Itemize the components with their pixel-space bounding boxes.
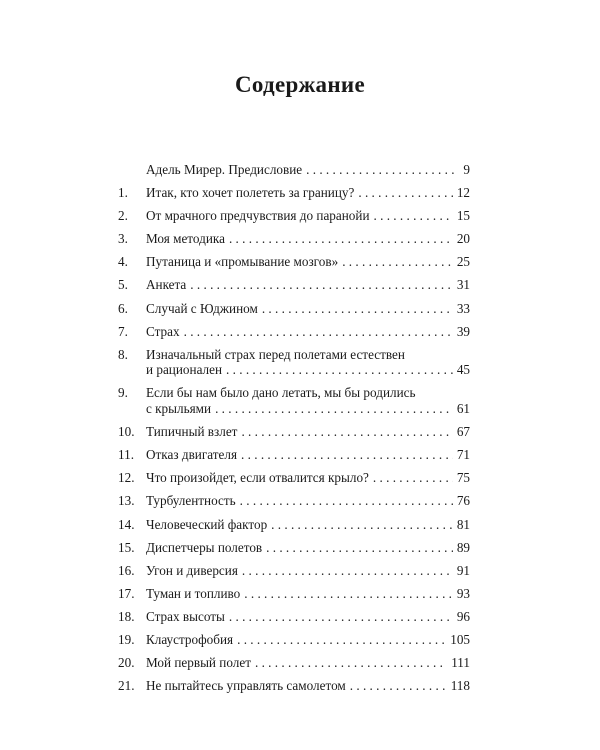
toc-entry-body bbox=[146, 540, 470, 556]
toc-page-number: 25 bbox=[456, 254, 470, 270]
toc-line bbox=[146, 655, 470, 671]
dot-leader bbox=[240, 493, 453, 509]
dot-leader bbox=[266, 540, 453, 556]
toc-entry-body bbox=[146, 470, 470, 486]
toc-entry-number: 2. bbox=[118, 208, 128, 224]
toc-entry bbox=[118, 347, 470, 378]
toc-line bbox=[146, 563, 470, 579]
toc-entry bbox=[118, 254, 470, 270]
toc-line bbox=[146, 493, 470, 509]
toc-page-number: 31 bbox=[456, 277, 470, 293]
toc-entry bbox=[118, 324, 470, 340]
toc-entry bbox=[118, 277, 470, 293]
toc-entry-body bbox=[146, 424, 470, 440]
toc-entry-number: 11. bbox=[118, 447, 134, 463]
toc-page-number: 39 bbox=[456, 323, 470, 339]
toc-entry-number: 7. bbox=[118, 323, 128, 339]
toc-entry-body bbox=[146, 185, 470, 201]
toc-entry bbox=[118, 231, 470, 247]
dot-leader bbox=[350, 678, 447, 694]
toc-entry-body bbox=[146, 301, 470, 317]
dot-leader bbox=[190, 277, 453, 293]
toc-page-number: 81 bbox=[456, 516, 470, 532]
toc-entry-title: Диспетчеры полетов bbox=[146, 539, 263, 555]
toc-entry-title-line1: Изначальный страх перед полетами естествен bbox=[146, 346, 405, 362]
dot-leader bbox=[241, 447, 453, 463]
toc-line bbox=[146, 632, 470, 648]
toc-entry-body bbox=[146, 517, 470, 533]
toc-entry bbox=[118, 563, 470, 579]
toc-page-number: 9 bbox=[463, 162, 470, 177]
toc-page-number: 20 bbox=[456, 231, 470, 247]
dot-leader bbox=[237, 632, 446, 648]
dot-leader bbox=[271, 517, 453, 533]
toc-line bbox=[146, 609, 470, 625]
toc-entry-title: Анкета bbox=[146, 277, 187, 293]
toc-entry-body bbox=[146, 324, 470, 340]
toc-entry-number: 18. bbox=[118, 608, 135, 624]
toc-entry-body bbox=[146, 493, 470, 509]
toc-page-number: 105 bbox=[450, 631, 470, 647]
dot-leader bbox=[373, 470, 453, 486]
toc-page-number: 76 bbox=[456, 493, 470, 509]
toc-entry bbox=[118, 540, 470, 556]
toc-entry bbox=[118, 447, 470, 463]
toc-entry bbox=[118, 678, 470, 694]
toc-entry-title: Адель Мирер. Предисловие bbox=[146, 162, 303, 177]
toc-entry-body bbox=[146, 609, 470, 625]
toc-entry bbox=[118, 424, 470, 440]
toc-entry-number: 9. bbox=[118, 385, 128, 401]
toc-page-number: 61 bbox=[456, 401, 470, 417]
toc-line bbox=[146, 208, 470, 224]
toc-page-number: 33 bbox=[456, 300, 470, 316]
toc-entry-number: 19. bbox=[118, 631, 135, 647]
toc-page-number: 96 bbox=[456, 608, 470, 624]
toc-page-number: 93 bbox=[456, 585, 470, 601]
toc-line bbox=[146, 424, 470, 440]
dot-leader bbox=[242, 563, 453, 579]
dot-leader bbox=[374, 208, 453, 224]
toc-entry-number: 12. bbox=[118, 470, 135, 486]
toc-page-number: 89 bbox=[456, 539, 470, 555]
toc-line bbox=[146, 470, 470, 486]
dot-leader bbox=[244, 586, 453, 602]
dot-leader bbox=[229, 231, 453, 247]
dot-leader bbox=[184, 324, 453, 340]
toc-entry-title: Путаница и «промывание мозгов» bbox=[146, 254, 339, 270]
dot-leader bbox=[306, 162, 456, 178]
toc-entry bbox=[118, 493, 470, 509]
toc-line bbox=[146, 678, 470, 694]
toc-page-number: 45 bbox=[456, 362, 470, 378]
toc-entry-title: Не пытайтесь управлять самолетом bbox=[146, 678, 346, 694]
toc-entry bbox=[118, 301, 470, 317]
toc-line bbox=[146, 277, 470, 293]
toc-entry-number: 21. bbox=[118, 678, 135, 694]
toc-line bbox=[146, 301, 470, 317]
toc-line bbox=[146, 447, 470, 463]
dot-leader bbox=[262, 301, 453, 317]
toc-page-number: 15 bbox=[456, 208, 470, 224]
toc-entry-number: 3. bbox=[118, 231, 128, 247]
toc-entry-body bbox=[146, 231, 470, 247]
toc-entry-title: Туман и топливо bbox=[146, 585, 241, 601]
toc-entry-title: с крыльями bbox=[146, 401, 212, 417]
toc-entry-body bbox=[146, 632, 470, 648]
toc-line bbox=[146, 324, 470, 340]
dot-leader bbox=[342, 254, 453, 270]
toc-entry bbox=[118, 586, 470, 602]
toc-entry-number: 13. bbox=[118, 493, 135, 509]
toc-line bbox=[146, 540, 470, 556]
toc-entry bbox=[118, 632, 470, 648]
page-title: Содержание bbox=[235, 72, 365, 97]
toc-entry-title: и рационален bbox=[146, 362, 223, 378]
toc-entry-body bbox=[146, 563, 470, 579]
dot-leader bbox=[215, 401, 453, 417]
toc-entry-number: 14. bbox=[118, 516, 135, 532]
toc-entry-body bbox=[146, 385, 470, 416]
toc-entry-title: Моя методика bbox=[146, 231, 225, 247]
toc-line bbox=[146, 362, 470, 378]
toc-page-number: 75 bbox=[456, 470, 470, 486]
toc-line bbox=[146, 517, 470, 533]
dot-leader bbox=[358, 185, 452, 201]
toc-entry-number: 8. bbox=[118, 346, 128, 362]
toc-entry bbox=[118, 208, 470, 224]
toc-entry bbox=[118, 655, 470, 671]
toc-entry-body bbox=[146, 277, 470, 293]
toc-page-number: 111 bbox=[451, 655, 470, 671]
toc-entry-body bbox=[146, 447, 470, 463]
toc-line bbox=[146, 254, 470, 270]
toc-entry-title: Что произойдет, если отвалится крыло? bbox=[146, 470, 369, 486]
dot-leader bbox=[229, 609, 453, 625]
toc-entry-title: Страх высоты bbox=[146, 608, 225, 624]
toc-entry-number: 1. bbox=[118, 185, 128, 201]
toc-entry-number: 5. bbox=[118, 277, 128, 293]
toc-entry-preface bbox=[118, 162, 470, 178]
toc-entry bbox=[118, 517, 470, 533]
toc-page-number: 118 bbox=[450, 678, 470, 694]
toc-page-number: 12 bbox=[456, 185, 470, 201]
table-of-contents bbox=[118, 162, 470, 701]
toc-line bbox=[146, 401, 470, 417]
toc-entry bbox=[118, 385, 470, 416]
toc-entry-title: Турбулентность bbox=[146, 493, 236, 509]
toc-entry bbox=[118, 470, 470, 486]
dot-leader bbox=[226, 362, 453, 378]
toc-entry-title: Угон и диверсия bbox=[146, 562, 238, 578]
toc-entry-title: Страх bbox=[146, 323, 180, 339]
toc-entry bbox=[118, 609, 470, 625]
toc-line bbox=[146, 586, 470, 602]
toc-entry-title: Типичный взлет bbox=[146, 424, 238, 440]
toc-entry-body bbox=[146, 162, 470, 178]
toc-entry-body bbox=[146, 655, 470, 671]
toc-entry-number: 4. bbox=[118, 254, 128, 270]
dot-leader bbox=[241, 424, 452, 440]
toc-page-number: 91 bbox=[456, 562, 470, 578]
toc-entry-title: Случай с Юджином bbox=[146, 300, 258, 316]
toc-page-number: 67 bbox=[456, 424, 470, 440]
toc-page-number: 71 bbox=[456, 447, 470, 463]
toc-line bbox=[146, 185, 470, 201]
toc-entry-body bbox=[146, 254, 470, 270]
toc-entry-body bbox=[146, 347, 470, 378]
toc-line bbox=[146, 162, 470, 178]
toc-entry-number: 16. bbox=[118, 562, 135, 578]
toc-entry-title: Мой первый полет bbox=[146, 655, 251, 671]
toc-entry-title: Итак, кто хочет полететь за границу? bbox=[146, 185, 355, 201]
toc-entry-title: Клаустрофобия bbox=[146, 631, 234, 647]
toc-entry-number: 6. bbox=[118, 300, 128, 316]
toc-entry-title-line1: Если бы нам было дано летать, мы бы родились bbox=[146, 385, 416, 401]
toc-entry-number: 17. bbox=[118, 585, 135, 601]
toc-entry-title: Человеческий фактор bbox=[146, 516, 268, 532]
toc-entry-body bbox=[146, 678, 470, 694]
toc-line bbox=[146, 231, 470, 247]
toc-entry-body bbox=[146, 586, 470, 602]
toc-entry-title: Отказ двигателя bbox=[146, 447, 238, 463]
dot-leader bbox=[255, 655, 447, 671]
toc-entry-title: От мрачного предчувствия до паранойи bbox=[146, 208, 370, 224]
toc-entry-body bbox=[146, 208, 470, 224]
toc-entry-number: 15. bbox=[118, 539, 135, 555]
toc-entry-number: 20. bbox=[118, 655, 135, 671]
toc-entry bbox=[118, 185, 470, 201]
toc-entry-number: 10. bbox=[118, 424, 135, 440]
